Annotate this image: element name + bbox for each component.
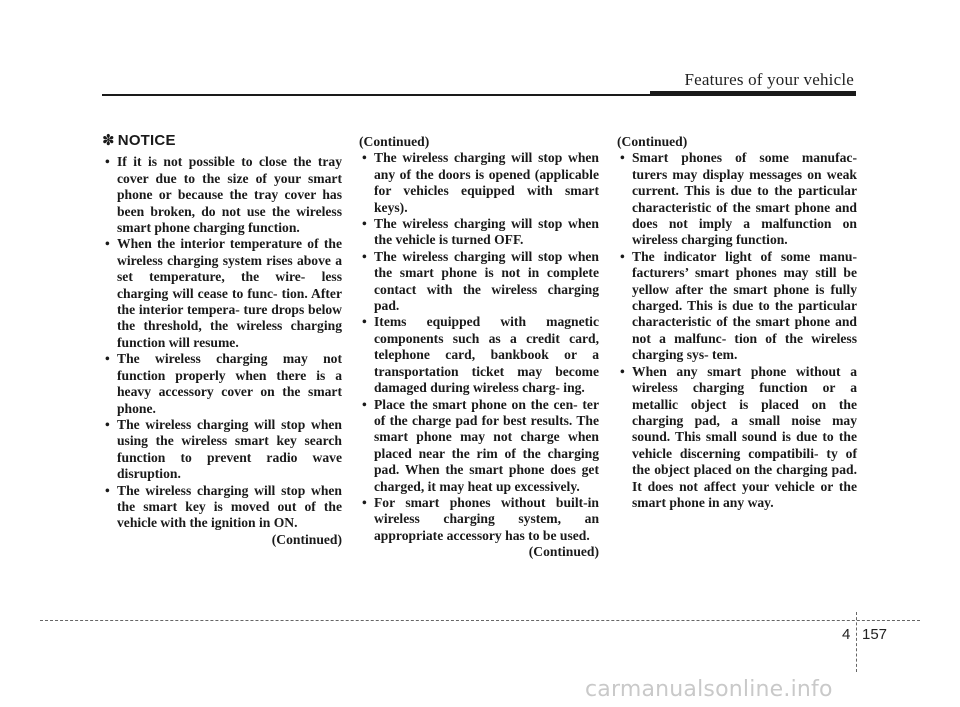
notice-heading — [102, 133, 342, 149]
list-item: • The wireless charging may not function properly when there is a heavy accessory cover on the smart phone. — [102, 351, 342, 417]
column-3 — [617, 134, 857, 511]
list-item: • The wireless charging will stop when any of the doors is opened (applicable for vehicles equipped with smart keys). — [359, 150, 599, 216]
list-item: • The wireless charging will stop when using the wireless smart key search function to prevent radio wave disruption. — [102, 417, 342, 483]
continued-label: (Continued) — [528, 544, 599, 560]
list-item: • Items equipped with magnetic components such as a credit card, telephone card, bankbook or a transportation ticket may become damaged during wireless charg- ing. — [359, 314, 599, 396]
list-item: • When any smart phone without a wireless charging function or a metallic object is placed on the charging pad, a small noise may sound. This small sound is due to the vehicle discerning compatibili- ty of the object placed on the charging pad. It does not affect your vehicle or the smart phone in any way. — [617, 364, 857, 512]
bullet-list — [102, 154, 342, 531]
continued-label: (Continued) — [271, 531, 342, 547]
list-item: • Smart phones of some manufac- turers may display messages on weak current. This is due to the particular characteristic of the smart phone and does not imply a malfunction on wireless charging function. — [617, 150, 857, 248]
list-item: • The wireless charging will stop when the vehicle is turned OFF. — [359, 216, 599, 249]
column-2 — [359, 134, 599, 561]
continued-heading: (Continued) — [359, 134, 430, 149]
header-rule-accent — [650, 91, 856, 96]
list-item: • The indicator light of some manu- facturers’ smart phones may still be yellow after the smart phone is fully charged. This is due to the particular characteristic of the smart phone and not a malfunc- tion of the wireless charging sys- tem. — [617, 249, 857, 364]
list-item: • If it is not possible to close the tray cover due to the size of your smart phone or because the tray cover has been broken, do not use the wireless smart phone charging function. — [102, 154, 342, 236]
watermark: carmanualsonline.info — [585, 677, 833, 702]
footer-vertical-divider — [856, 612, 857, 672]
list-item: • For smart phones without built-in wireless charging system, an appropriate accessory has to be used. — [359, 495, 599, 544]
page-number: 157 — [862, 626, 888, 643]
column-1 — [102, 133, 342, 548]
notice-star-icon: ✽ — [102, 132, 115, 149]
bullet-list — [359, 150, 599, 544]
bullet-list — [617, 150, 857, 511]
section-number: 4 — [842, 626, 851, 643]
page-header-title: Features of your vehicle — [684, 70, 854, 89]
continued-heading: (Continued) — [617, 134, 688, 149]
list-item: • Place the smart phone on the cen- ter of the charge pad for best results. The smart phone may not charge when placed near the rim of the charging pad. When the smart phone does get charged, it may heat up excessively. — [359, 397, 599, 495]
list-item: • The wireless charging will stop when the smart key is moved out of the vehicle with the ignition in ON. — [102, 483, 342, 532]
list-item: • When the interior temperature of the wireless charging system rises above a set temperature, the wire- less charging will cease to func- tion. After the interior tempera- ture drops below the threshold, the wireless charging function will resume. — [102, 236, 342, 351]
notice-title: NOTICE — [117, 132, 176, 149]
footer-divider — [40, 620, 920, 621]
list-item: • The wireless charging will stop when the smart phone is not in complete contact with the wireless charging pad. — [359, 249, 599, 315]
